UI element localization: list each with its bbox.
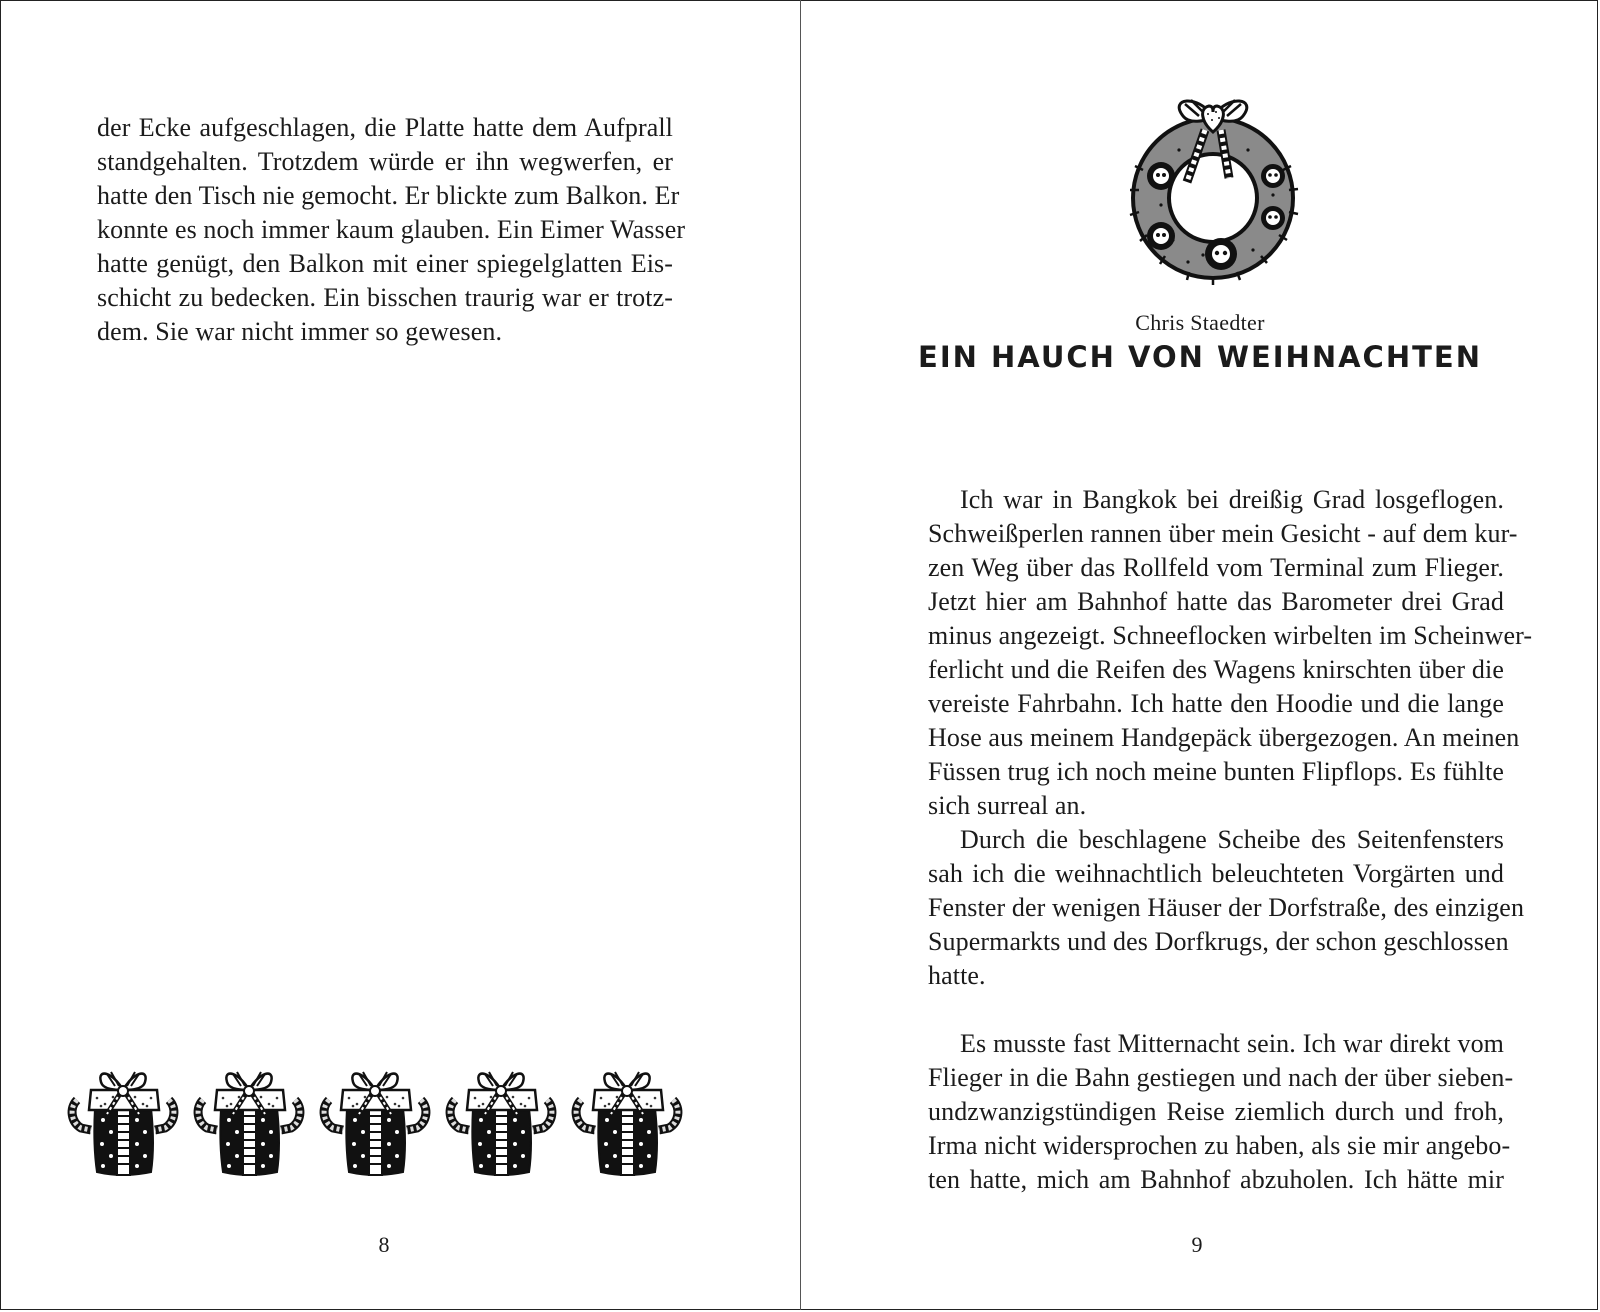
text-line: Irma nicht widersprochen zu haben, als sie mir angebo-	[928, 1131, 1511, 1160]
text-line: Es musste fast Mitternacht sein. Ich war direkt vom	[960, 1029, 1504, 1058]
text-line: undzwanzigstündigen Reise ziemlich durch und froh,	[928, 1097, 1504, 1126]
text-line: schicht zu bedecken. Ein bisschen traurig war er trotz-	[97, 283, 673, 312]
text-line: ferlicht und die Reifen des Wagens knirschten über die	[928, 655, 1504, 684]
right-page-text	[928, 483, 1533, 1197]
wreath-icon	[1113, 90, 1313, 290]
right-page	[801, 0, 1599, 1310]
text-line: Durch die beschlagene Scheibe des Seitenfensters	[960, 825, 1504, 854]
paragraph-gap	[928, 993, 1504, 1027]
text-line: minus angezeigt. Schneeflocken wirbelten im Scheinwer-	[928, 621, 1533, 650]
text-line: Ich war in Bangkok bei dreißig Grad losgeflogen.	[960, 485, 1504, 514]
text-line: Füssen trug ich noch meine bunten Flipflops. Es fühlte	[928, 757, 1504, 786]
text-line: Hose aus meinem Handgepäck übergezogen. An meinen	[928, 723, 1520, 752]
page-number: 8	[378, 1232, 390, 1257]
gift-icon	[576, 1072, 678, 1175]
text-line: vereiste Fahrbahn. Ich hatte den Hoodie und die lange	[928, 689, 1504, 718]
text-line: sah ich die weihnachtlich beleuchteten Vorgärten und	[928, 859, 1504, 888]
text-line: Supermarkts und des Dorfkrugs, der schon geschlossen	[928, 927, 1509, 956]
text-line: der Ecke aufgeschlagen, die Platte hatte dem Aufprall	[97, 113, 673, 142]
text-line: hatte.	[928, 961, 986, 990]
text-line: Schweißperlen rannen über mein Gesicht - auf dem kur-	[928, 519, 1518, 548]
text-line: dem. Sie war nicht immer so gewesen.	[97, 317, 503, 346]
left-page	[0, 0, 800, 1310]
gift-icon	[72, 1072, 174, 1175]
gift-icon	[324, 1072, 426, 1175]
gift-icon	[450, 1072, 552, 1175]
gift-icon	[198, 1072, 300, 1175]
text-line: Flieger in die Bahn gestiegen und nach der über sieben-	[928, 1063, 1514, 1092]
text-line: Jetzt hier am Bahnhof hatte das Barometer drei Grad	[928, 587, 1504, 616]
text-line: standgehalten. Trotzdem würde er ihn wegwerfen, er	[97, 147, 673, 176]
text-line: konnte es noch immer kaum glauben. Ein Eimer Wasser	[97, 215, 686, 244]
page-number: 9	[1191, 1232, 1203, 1257]
text-line: zen Weg über das Rollfeld vom Terminal zum Flieger.	[928, 553, 1504, 582]
text-line: sich surreal an.	[928, 791, 1087, 820]
text-line: hatte den Tisch nie gemocht. Er blickte zum Balkon. Er	[97, 181, 680, 210]
presents-illustration	[67, 1060, 717, 1185]
text-line: ten hatte, mich am Bahnhof abzuholen. Ich hätte mir	[928, 1165, 1504, 1194]
story-author: Chris Staedter	[1135, 310, 1265, 335]
story-title: EIN HAUCH VON WEIHNACHTEN	[918, 340, 1482, 374]
left-page-text	[97, 111, 686, 349]
text-line: hatte genügt, den Balkon mit einer spiegelglatten Eis-	[97, 249, 673, 278]
text-line: Fenster der wenigen Häuser der Dorfstraße, des einzigen	[928, 893, 1525, 922]
